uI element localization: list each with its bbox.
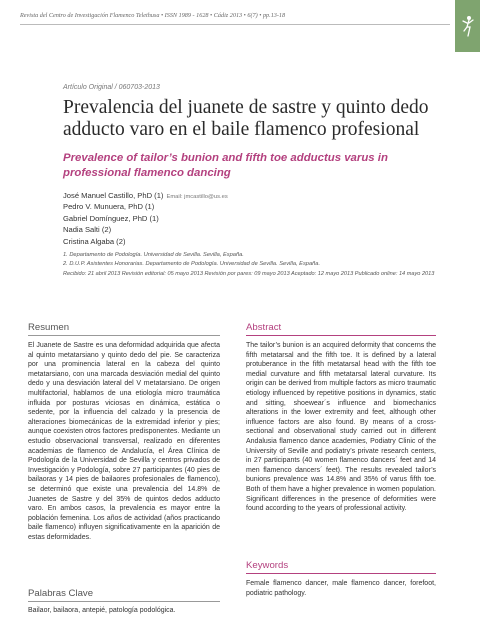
publication-dates: Recibido: 21 abril 2013 Revisión editorial: 05 mayo 2013 Revisión por pares: 09 mayo 2013 Aceptado: 12 mayo 2013 Publicado online: 14 mayo 2013 (63, 271, 435, 277)
author-name: Nadia Salti (2) (63, 225, 112, 235)
author-name: Gabriel Domínguez, PhD (1) (63, 213, 159, 223)
article-title: Prevalencia del juanete de sastre y quinto dedo adducto varo en el baile flamenco profesional (63, 97, 429, 140)
article-type: Artículo Original / 060703-2013 (63, 84, 160, 91)
palabras-clave-heading: Palabras Clave (28, 588, 94, 599)
keywords-heading: Keywords (246, 560, 289, 571)
journal-logo (455, 0, 480, 52)
dancer-logo-icon (461, 15, 475, 37)
author-list (63, 190, 458, 247)
abstract-divider (246, 335, 436, 336)
author-email[interactable]: Email: jmcastillo@us.es (166, 194, 228, 200)
author-item (63, 201, 458, 212)
resumen-text: El Juanete de Sastre es una deformidad adquirida que afecta al quinto metatarsiano y quinto dedo del pie. Se caracteriza por una prominencia lateral en la cabeza del quinto metatarsiano, con una marcada desviación medial del quinto dedo y una desviación lateral del V metatarsiano. De origen multifactorial, hablamos de una etiología micro traumática influida por posturas viciosas en dinámica, estática o sedente, por la influencia del calzado y la presencia de alteraciones biomecánicas de la extremidad inferior y pies; aunque coexisten otros factores predisponentes. Mediante un estudio observacional transversal, realizado en diferentes academias de flamenco de Andalucía, el Área Clínica de Podología de la Universidad de Sevilla y centros privados de Investigación y Podología, sobre 27 participantes (40 pies de bailaoras y 14 pies de bailaores profesionales de flamenco), se determinó que existe una prevalencia del 14.8% de Juanetes de Sastre y del 35% de quintos dedos adducto varo. En ambos casos, la prevalencia es mayor entre la población femenina. Los años de actividad (años practicando baile flamenco) influyen significativamente en la aparición de estas deformidades. (28, 342, 220, 541)
journal-header: Revista del Centro de Investigación Flamenco Telethusa • ISSN 1989 - 1628 • Cádiz 2013 • 6(7) • pp.13-18 (20, 12, 286, 19)
resumen-heading: Resumen (28, 322, 70, 333)
author-item (63, 213, 458, 224)
header-divider (20, 24, 450, 25)
resumen-divider (28, 335, 220, 336)
keywords-divider (246, 573, 436, 574)
article-subtitle: Prevalence of tailor’s bunion and fifth toe adductus varus in professional flamenco dancing (63, 152, 388, 179)
author-name: Pedro V. Munuera, PhD (1) (63, 202, 155, 212)
author-item (63, 236, 458, 247)
palabras-clave-divider (28, 601, 220, 602)
affiliation-item: 2. D.U.P. Asistentes Honorarias. Departamento de Podología. Universidad de Sevilla. Sevilla, España. (63, 261, 321, 267)
author-name: Cristina Algaba (2) (63, 236, 126, 246)
affiliations (63, 251, 463, 269)
author-item (63, 190, 458, 201)
palabras-clave-text: Bailaor, bailaora, antepié, patología podológica. (28, 607, 176, 614)
abstract-heading: Abstract (246, 322, 282, 333)
affiliation-item: 1. Departamento de Podología. Universidad de Sevilla. Sevilla, España. (63, 252, 244, 258)
author-item (63, 224, 458, 235)
keywords-text: Female flamenco dancer, male flamenco dancer, forefoot, podiatric pathology. (246, 580, 436, 597)
abstract-text: The tailor’s bunion is an acquired deformity that concerns the fifth metatarsal and the fifth toe. It is defined by a lateral protuberance in the fifth metatarsal head with the fifth toe medial curvature and fifth metatarsal lateral curvature. Its origin can be derived from multiple factors as micro traumatic etiology influenced by repetitive positions in dynamics, static and sitting, shoewear´s influence and biomechanics alterations in the lower extremity and feet, although other influence factors are also found. By means of a cross-sectional and observational study carried out in different Andalusia flamenco dance academies, Podiatry Clinic of the University of Seville and podiatry’s private research centers, in 27 participants (40 women flamenco dancers´ feet and 14 men flamenco dancers´ feet). The results revealed tailor’s bunions prevalence was 14.8% and 35% of varus fifth toe. Both of them have a higher prevalence in women population. Significant differences in the presence of deformities were found according to the years of professional activity. (246, 342, 436, 513)
author-name: José Manuel Castillo, PhD (1) (63, 191, 164, 200)
